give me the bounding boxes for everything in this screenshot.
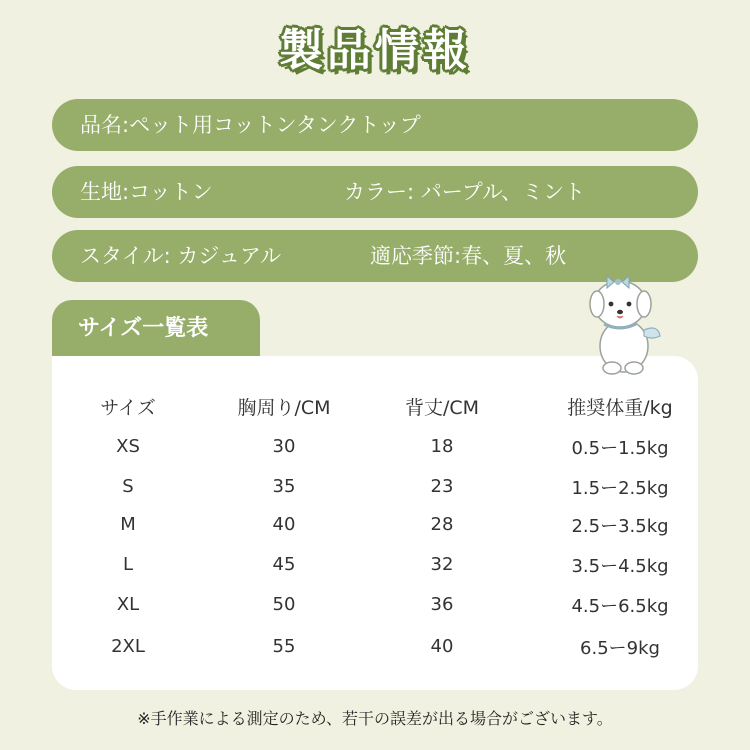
material-text: 生地:コットン [80,180,213,204]
measurement-note: ※手作業による測定のため、若干の誤差が出る場合がございます。 [137,709,613,728]
cell-length: 40 [430,636,454,657]
cell-chest: 35 [272,476,296,497]
cell-chest: 45 [272,554,296,575]
cell-size: M [120,514,136,535]
header-weight: 推奨体重/kg [567,397,673,419]
cell-weight: 2.5ー3.5kg [571,516,669,537]
cell-length: 36 [430,594,454,615]
cell-length: 18 [430,436,454,457]
product-name-bar [52,99,698,151]
header-chest: 胸周り/CM [237,397,331,419]
cell-length: 28 [430,514,454,535]
cell-length: 32 [430,554,454,575]
cell-chest: 50 [272,594,296,615]
cell-size: S [122,476,134,497]
style-text: スタイル: カジュアル [80,244,282,268]
header-size: サイズ [100,397,156,419]
season-text: 適応季節:春、夏、秋 [370,244,567,268]
size-table-card [52,356,698,690]
cell-size: XL [116,594,140,615]
cell-size: XS [116,436,140,457]
material-color-bar [52,166,698,218]
cell-chest: 30 [272,436,296,457]
product-name-text: 品名:ペット用コットンタンクトップ [80,113,421,137]
cell-weight: 4.5ー6.5kg [571,596,669,617]
cell-weight: 3.5ー4.5kg [571,556,669,577]
cell-size: 2XL [111,636,145,657]
cell-weight: 6.5ー9kg [580,638,660,659]
cell-chest: 40 [272,514,296,535]
puppy-illustration-icon [584,268,666,378]
cell-length: 23 [430,476,454,497]
header-length: 背丈/CM [404,397,480,419]
cell-chest: 55 [272,636,296,657]
cell-weight: 0.5ー1.5kg [571,438,669,459]
cell-weight: 1.5ー2.5kg [571,478,669,499]
size-table-tab: サイズ一覧表 [52,300,260,360]
cell-size: L [122,554,134,575]
color-text: カラー: パープル、ミント [344,180,586,204]
page-title: 製品情報 [279,25,471,76]
